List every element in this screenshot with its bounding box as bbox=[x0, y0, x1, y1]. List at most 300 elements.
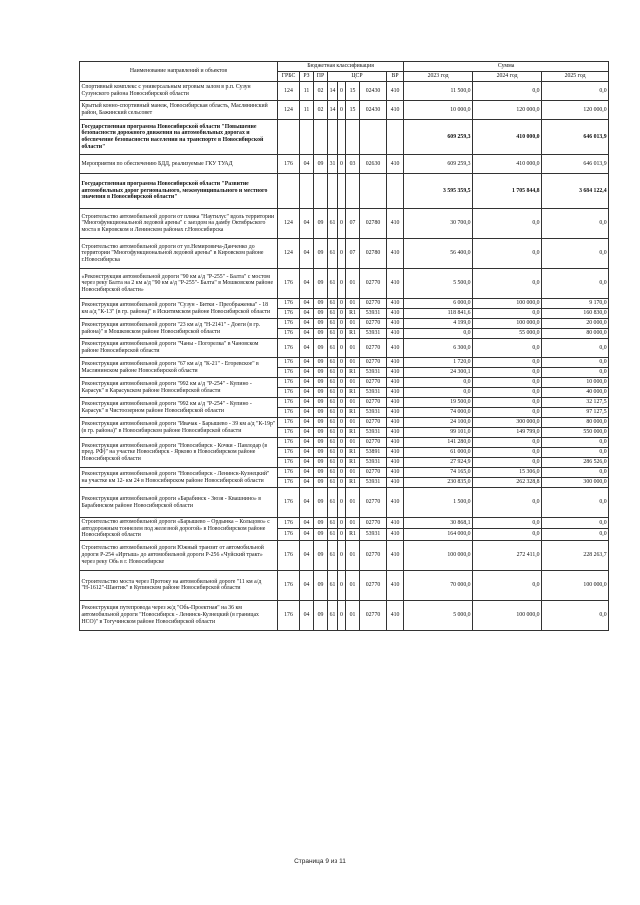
cell-rz: 04 bbox=[300, 269, 314, 299]
cell-sum-2025: 80 000,0 bbox=[542, 329, 609, 339]
cell-pr: 09 bbox=[314, 239, 328, 269]
cell-sum-2025: 286 526,0 bbox=[542, 458, 609, 468]
cell-csr-part1: 61 bbox=[328, 309, 338, 319]
cell-csr-part3: 07 bbox=[346, 209, 360, 239]
cell-csr-part2: 0 bbox=[338, 600, 346, 630]
cell-sum-2023: 24 300,1 bbox=[404, 368, 473, 378]
cell-grbs: 176 bbox=[278, 458, 300, 468]
cell-grbs: 176 bbox=[278, 269, 300, 299]
cell-sum-2025: 0,0 bbox=[542, 209, 609, 239]
header-name: Наименование направлений и объектов bbox=[80, 62, 278, 82]
cell-vr: 410 bbox=[387, 319, 404, 329]
cell-vr: 410 bbox=[387, 155, 404, 174]
cell-pr: 09 bbox=[314, 329, 328, 339]
cell-csr-part4: 53931 bbox=[360, 408, 387, 418]
cell-csr-part1 bbox=[328, 174, 338, 209]
cell-grbs: 176 bbox=[278, 358, 300, 368]
cell-sum-2025: 0,0 bbox=[542, 82, 609, 101]
table-row bbox=[80, 299, 609, 309]
cell-csr-part3: 01 bbox=[346, 540, 360, 570]
cell-vr: 410 bbox=[387, 339, 404, 358]
row-name: Мероприятия по обеспечению БДД, реализуемые ГКУ ТУАД bbox=[80, 155, 278, 174]
cell-csr-part1: 61 bbox=[328, 378, 338, 388]
cell-csr-part1: 61 bbox=[328, 518, 338, 529]
cell-vr: 410 bbox=[387, 388, 404, 398]
cell-sum-2025: 9 170,0 bbox=[542, 299, 609, 309]
row-name: Спортивный комплекс с универсальным игровым залом в р.п. Сузун Сузунского района Новосибирской области bbox=[80, 82, 278, 101]
header-2025: 2025 год bbox=[542, 72, 609, 82]
row-name: Реконструкция автомобильной дороги "Ивачак - Барышево - 39 км а/д "К-19р" (в гр. района)" в Новосибирском районе Новосибирской области bbox=[80, 418, 278, 438]
cell-csr-part4: 02770 bbox=[360, 468, 387, 478]
cell-rz: 04 bbox=[300, 209, 314, 239]
cell-sum-2024: 149 799,0 bbox=[473, 428, 542, 438]
cell-vr: 410 bbox=[387, 448, 404, 458]
cell-csr-part4: 02770 bbox=[360, 358, 387, 368]
cell-sum-2023: 3 595 359,5 bbox=[404, 174, 473, 209]
cell-grbs: 176 bbox=[278, 438, 300, 448]
cell-grbs: 176 bbox=[278, 518, 300, 529]
cell-csr-part2: 0 bbox=[338, 155, 346, 174]
cell-csr-part4: 02770 bbox=[360, 319, 387, 329]
cell-csr-part4: 53931 bbox=[360, 478, 387, 488]
cell-vr: 410 bbox=[387, 398, 404, 408]
cell-csr-part1: 61 bbox=[328, 319, 338, 329]
cell-pr: 09 bbox=[314, 378, 328, 388]
cell-grbs: 176 bbox=[278, 428, 300, 438]
cell-csr-part4: 53931 bbox=[360, 529, 387, 540]
cell-sum-2024: 0,0 bbox=[473, 529, 542, 540]
cell-csr-part4: 02770 bbox=[360, 518, 387, 529]
cell-csr-part4: 02770 bbox=[360, 438, 387, 448]
cell-csr-part2: 0 bbox=[338, 570, 346, 600]
cell-csr-part2: 0 bbox=[338, 448, 346, 458]
cell-sum-2023: 0,0 bbox=[404, 378, 473, 388]
cell-sum-2025: 646 013,9 bbox=[542, 155, 609, 174]
cell-sum-2024: 0,0 bbox=[473, 339, 542, 358]
cell-csr-part2: 0 bbox=[338, 378, 346, 388]
cell-sum-2024: 300 000,0 bbox=[473, 418, 542, 428]
cell-csr-part2: 0 bbox=[338, 319, 346, 329]
cell-csr-part2: 0 bbox=[338, 540, 346, 570]
cell-rz: 04 bbox=[300, 155, 314, 174]
table-row bbox=[80, 468, 609, 478]
cell-pr bbox=[314, 120, 328, 155]
cell-csr-part3: R1 bbox=[346, 458, 360, 468]
header-pr: ПР bbox=[314, 72, 328, 82]
cell-csr-part2: 0 bbox=[338, 299, 346, 309]
cell-csr-part2: 0 bbox=[338, 458, 346, 468]
table-row bbox=[80, 101, 609, 120]
cell-csr-part1: 61 bbox=[328, 570, 338, 600]
cell-sum-2024: 0,0 bbox=[473, 239, 542, 269]
cell-vr: 410 bbox=[387, 101, 404, 120]
cell-sum-2023: 19 500,0 bbox=[404, 398, 473, 408]
cell-csr-part4: 53931 bbox=[360, 368, 387, 378]
cell-csr-part3: 01 bbox=[346, 339, 360, 358]
cell-grbs: 176 bbox=[278, 319, 300, 329]
cell-sum-2025: 10 000,0 bbox=[542, 378, 609, 388]
cell-grbs: 176 bbox=[278, 378, 300, 388]
cell-rz: 04 bbox=[300, 468, 314, 478]
row-name: Реконструкция автомобильной дороги "23 км а/д "Н-2141" - Доеги (в гр. района)" в Мошковском районе Новосибирской области bbox=[80, 319, 278, 339]
cell-csr-part1: 61 bbox=[328, 468, 338, 478]
cell-grbs: 176 bbox=[278, 155, 300, 174]
cell-csr-part4: 02780 bbox=[360, 209, 387, 239]
cell-csr-part3: R1 bbox=[346, 388, 360, 398]
row-name: Строительство моста через Протоку на автомобильной дороге "11 км а/д "Н-1612"-Шантик" в Купинском районе Новосибирской области bbox=[80, 570, 278, 600]
cell-pr: 09 bbox=[314, 339, 328, 358]
cell-sum-2023: 74 000,0 bbox=[404, 408, 473, 418]
cell-pr: 02 bbox=[314, 101, 328, 120]
row-name: Строительство автомобильной дороги от ул.Немировича-Данченко до территории "Многофункциональной ледовой арены" в Кировском районе г.Новосибирска bbox=[80, 239, 278, 269]
cell-vr: 410 bbox=[387, 488, 404, 518]
cell-csr-part2 bbox=[338, 120, 346, 155]
cell-csr-part4: 02770 bbox=[360, 488, 387, 518]
cell-vr: 410 bbox=[387, 418, 404, 428]
cell-csr-part2: 0 bbox=[338, 408, 346, 418]
cell-rz: 11 bbox=[300, 101, 314, 120]
cell-csr-part2: 0 bbox=[338, 269, 346, 299]
row-name: «Реконструкция автомобильной дороги "90 км а/д "Р-255" - Балта" с мостом через реку Балта на 2 км а/д "90 км а/д "Р-255"- Балта" в Мошковском районе Новосибирской области» bbox=[80, 269, 278, 299]
cell-csr-part3: R1 bbox=[346, 529, 360, 540]
cell-pr: 09 bbox=[314, 269, 328, 299]
cell-sum-2023: 30 868,1 bbox=[404, 518, 473, 529]
cell-csr-part4: 02780 bbox=[360, 239, 387, 269]
cell-csr-part3: 01 bbox=[346, 438, 360, 448]
cell-rz: 04 bbox=[300, 309, 314, 319]
cell-csr-part4: 02430 bbox=[360, 101, 387, 120]
cell-rz: 04 bbox=[300, 339, 314, 358]
cell-rz: 04 bbox=[300, 488, 314, 518]
cell-csr-part1: 61 bbox=[328, 398, 338, 408]
row-name: Строительство автомобильной дороги Южный транзит от автомобильной дороги Р-254 «Иртыш» до автомобильной дороги Р-256 «Чуйский тракт» через реку Обь в г. Новосибирске bbox=[80, 540, 278, 570]
cell-csr-part2: 0 bbox=[338, 309, 346, 319]
cell-csr-part3: 01 bbox=[346, 358, 360, 368]
cell-csr-part1: 31 bbox=[328, 155, 338, 174]
cell-sum-2024: 0,0 bbox=[473, 368, 542, 378]
row-name: Реконструкция автомобильной дороги "992 км а/д "Р-254" - Купино - Карасук" в Чистоозерном районе Новосибирской области bbox=[80, 398, 278, 418]
cell-csr-part4: 02770 bbox=[360, 269, 387, 299]
cell-vr: 410 bbox=[387, 378, 404, 388]
cell-sum-2023: 61 000,0 bbox=[404, 448, 473, 458]
cell-vr: 410 bbox=[387, 368, 404, 378]
row-name: Реконструкция автомобильной дороги "67 км а/д "К-21" - Егоревское" в Маслянинском районе Новосибирской области bbox=[80, 358, 278, 378]
table-row bbox=[80, 209, 609, 239]
cell-pr: 02 bbox=[314, 82, 328, 101]
cell-csr-part4: 02770 bbox=[360, 378, 387, 388]
cell-csr-part3: 01 bbox=[346, 600, 360, 630]
cell-sum-2025: 0,0 bbox=[542, 518, 609, 529]
table-row bbox=[80, 570, 609, 600]
cell-csr-part3: 01 bbox=[346, 398, 360, 408]
table-row bbox=[80, 438, 609, 448]
cell-pr: 09 bbox=[314, 478, 328, 488]
cell-pr: 09 bbox=[314, 518, 328, 529]
cell-sum-2025: 80 000,0 bbox=[542, 418, 609, 428]
cell-vr: 410 bbox=[387, 269, 404, 299]
cell-sum-2024: 0,0 bbox=[473, 398, 542, 408]
cell-csr-part2: 0 bbox=[338, 518, 346, 529]
cell-grbs bbox=[278, 120, 300, 155]
cell-vr: 410 bbox=[387, 428, 404, 438]
cell-sum-2024: 410 000,0 bbox=[473, 155, 542, 174]
cell-vr: 410 bbox=[387, 239, 404, 269]
cell-csr-part1: 61 bbox=[328, 329, 338, 339]
cell-csr-part3: 07 bbox=[346, 239, 360, 269]
cell-csr-part2: 0 bbox=[338, 529, 346, 540]
cell-grbs: 124 bbox=[278, 82, 300, 101]
cell-vr: 410 bbox=[387, 468, 404, 478]
cell-csr-part3 bbox=[346, 120, 360, 155]
cell-sum-2024: 100 000,0 bbox=[473, 600, 542, 630]
cell-vr bbox=[387, 174, 404, 209]
row-name: Государственная программа Новосибирской области "Повышение безопасности дорожного движения на автомобильных дорогах и обеспечение безопасности населения на транспорте в Новосибирской области" bbox=[80, 120, 278, 155]
cell-pr: 09 bbox=[314, 155, 328, 174]
cell-sum-2025: 0,0 bbox=[542, 529, 609, 540]
cell-sum-2023: 4 199,0 bbox=[404, 319, 473, 329]
cell-csr-part2: 0 bbox=[338, 101, 346, 120]
cell-csr-part3: 15 bbox=[346, 101, 360, 120]
cell-grbs: 176 bbox=[278, 408, 300, 418]
cell-csr-part2: 0 bbox=[338, 478, 346, 488]
cell-csr-part3: R1 bbox=[346, 309, 360, 319]
cell-pr: 09 bbox=[314, 418, 328, 428]
header-budget-class: Бюджетная классификация bbox=[278, 62, 404, 72]
cell-sum-2023: 30 700,0 bbox=[404, 209, 473, 239]
cell-rz: 04 bbox=[300, 600, 314, 630]
cell-csr-part3: 01 bbox=[346, 299, 360, 309]
cell-csr-part1: 61 bbox=[328, 529, 338, 540]
table-row bbox=[80, 120, 609, 155]
cell-csr-part1: 61 bbox=[328, 408, 338, 418]
cell-csr-part3: R1 bbox=[346, 368, 360, 378]
cell-sum-2024: 272 411,0 bbox=[473, 540, 542, 570]
cell-rz: 04 bbox=[300, 408, 314, 418]
cell-sum-2023: 24 100,0 bbox=[404, 418, 473, 428]
table-row bbox=[80, 239, 609, 269]
cell-sum-2023: 10 000,0 bbox=[404, 101, 473, 120]
cell-rz: 11 bbox=[300, 82, 314, 101]
cell-csr-part2: 0 bbox=[338, 488, 346, 518]
cell-sum-2024: 0,0 bbox=[473, 358, 542, 368]
cell-csr-part3: R1 bbox=[346, 408, 360, 418]
header-sum: Сумма bbox=[404, 62, 609, 72]
cell-grbs: 176 bbox=[278, 309, 300, 319]
cell-csr-part1: 61 bbox=[328, 269, 338, 299]
cell-sum-2023: 230 835,0 bbox=[404, 478, 473, 488]
row-name: Реконструкция путепровода через ж/д "Обь-Проектная" на 36 км автомобильной дороги "Новосибирск - Ленинск-Кузнецкий (в границах НСО)" в Тогучинском районе Новосибирской области bbox=[80, 600, 278, 630]
cell-vr: 410 bbox=[387, 309, 404, 319]
cell-csr-part4: 02770 bbox=[360, 418, 387, 428]
row-name: Реконструкция автомобильной дороги "Чаны - Погорелка" в Чановском районе Новосибирской области bbox=[80, 339, 278, 358]
cell-rz: 04 bbox=[300, 358, 314, 368]
cell-vr: 410 bbox=[387, 540, 404, 570]
cell-vr: 410 bbox=[387, 299, 404, 309]
cell-sum-2023: 609 259,3 bbox=[404, 155, 473, 174]
page-number: Страница 9 из 11 bbox=[294, 858, 346, 865]
cell-csr-part4: 02630 bbox=[360, 155, 387, 174]
cell-vr: 410 bbox=[387, 329, 404, 339]
cell-vr bbox=[387, 120, 404, 155]
cell-sum-2023: 164 000,0 bbox=[404, 529, 473, 540]
cell-sum-2025: 228 263,7 bbox=[542, 540, 609, 570]
cell-rz bbox=[300, 120, 314, 155]
cell-sum-2023: 1 720,0 bbox=[404, 358, 473, 368]
cell-rz: 04 bbox=[300, 540, 314, 570]
cell-csr-part2: 0 bbox=[338, 428, 346, 438]
table-row bbox=[80, 540, 609, 570]
table-row bbox=[80, 378, 609, 388]
cell-csr-part4 bbox=[360, 120, 387, 155]
table-row bbox=[80, 155, 609, 174]
cell-sum-2024: 0,0 bbox=[473, 448, 542, 458]
cell-csr-part3: R1 bbox=[346, 478, 360, 488]
row-name: Реконструкция автомобильной дороги "992 км а/д "Р-254" - Купино - Карасук" в Карасукском районе Новосибирской области bbox=[80, 378, 278, 398]
cell-sum-2023: 6 000,0 bbox=[404, 299, 473, 309]
cell-vr: 410 bbox=[387, 529, 404, 540]
cell-csr-part3: 15 bbox=[346, 82, 360, 101]
row-name: Реконструкция автомобильной дороги "Новосибирск - Ленинск-Кузнецкий" на участке км 12- км 24 в Новосибирском районе Новосибирской области bbox=[80, 468, 278, 488]
cell-grbs: 124 bbox=[278, 209, 300, 239]
cell-pr: 09 bbox=[314, 600, 328, 630]
cell-csr-part3: R1 bbox=[346, 329, 360, 339]
cell-sum-2024: 100 000,0 bbox=[473, 299, 542, 309]
cell-csr-part1: 61 bbox=[328, 600, 338, 630]
cell-sum-2023: 609 259,3 bbox=[404, 120, 473, 155]
table-row bbox=[80, 600, 609, 630]
table-row bbox=[80, 339, 609, 358]
cell-pr: 09 bbox=[314, 438, 328, 448]
cell-sum-2024: 0,0 bbox=[473, 309, 542, 319]
cell-sum-2025: 0,0 bbox=[542, 468, 609, 478]
cell-pr: 09 bbox=[314, 428, 328, 438]
cell-csr-part2: 0 bbox=[338, 358, 346, 368]
cell-grbs: 124 bbox=[278, 101, 300, 120]
cell-csr-part1: 61 bbox=[328, 438, 338, 448]
row-name: Реконструкция автомобильной дороги "Новосибирск - Кочки - Павлодар (в пред. РФ)" на участке Новосибирск - Ярково в Новосибирском районе Новосибирской области bbox=[80, 438, 278, 468]
cell-vr: 410 bbox=[387, 570, 404, 600]
table-row bbox=[80, 174, 609, 209]
cell-csr-part2: 0 bbox=[338, 438, 346, 448]
cell-grbs: 176 bbox=[278, 329, 300, 339]
cell-sum-2024: 120 000,0 bbox=[473, 101, 542, 120]
cell-grbs: 176 bbox=[278, 448, 300, 458]
cell-sum-2025: 32 127,5 bbox=[542, 398, 609, 408]
cell-grbs: 124 bbox=[278, 239, 300, 269]
cell-rz: 04 bbox=[300, 299, 314, 309]
cell-grbs: 176 bbox=[278, 418, 300, 428]
cell-sum-2025: 300 000,0 bbox=[542, 478, 609, 488]
cell-sum-2023: 100 000,0 bbox=[404, 540, 473, 570]
header-rz: РЗ bbox=[300, 72, 314, 82]
cell-sum-2025: 120 000,0 bbox=[542, 101, 609, 120]
cell-sum-2024: 0,0 bbox=[473, 570, 542, 600]
cell-grbs: 176 bbox=[278, 540, 300, 570]
cell-csr-part1: 61 bbox=[328, 239, 338, 269]
cell-csr-part4: 02770 bbox=[360, 540, 387, 570]
table-row bbox=[80, 319, 609, 329]
cell-pr: 09 bbox=[314, 458, 328, 468]
cell-csr-part4: 53891 bbox=[360, 448, 387, 458]
cell-sum-2025: 0,0 bbox=[542, 269, 609, 299]
cell-sum-2025: 0,0 bbox=[542, 600, 609, 630]
cell-pr: 09 bbox=[314, 368, 328, 378]
cell-sum-2025: 100 000,0 bbox=[542, 570, 609, 600]
cell-csr-part3: R1 bbox=[346, 428, 360, 438]
table-row bbox=[80, 398, 609, 408]
table-row bbox=[80, 82, 609, 101]
cell-pr: 09 bbox=[314, 570, 328, 600]
cell-sum-2025: 550 000,0 bbox=[542, 428, 609, 438]
cell-csr-part4: 53931 bbox=[360, 309, 387, 319]
cell-rz: 04 bbox=[300, 319, 314, 329]
cell-csr-part3: 01 bbox=[346, 319, 360, 329]
cell-grbs: 176 bbox=[278, 339, 300, 358]
cell-sum-2023: 1 500,0 bbox=[404, 488, 473, 518]
cell-pr: 09 bbox=[314, 358, 328, 368]
cell-rz: 04 bbox=[300, 418, 314, 428]
cell-csr-part1: 61 bbox=[328, 209, 338, 239]
cell-rz: 04 bbox=[300, 378, 314, 388]
cell-csr-part3: R1 bbox=[346, 448, 360, 458]
cell-grbs: 176 bbox=[278, 488, 300, 518]
cell-rz: 04 bbox=[300, 518, 314, 529]
cell-vr: 410 bbox=[387, 358, 404, 368]
cell-csr-part3: 01 bbox=[346, 378, 360, 388]
cell-sum-2024: 262 328,8 bbox=[473, 478, 542, 488]
cell-grbs: 176 bbox=[278, 600, 300, 630]
cell-rz bbox=[300, 174, 314, 209]
cell-grbs: 176 bbox=[278, 398, 300, 408]
cell-vr: 410 bbox=[387, 600, 404, 630]
cell-csr-part1: 61 bbox=[328, 488, 338, 518]
cell-sum-2023: 27 924,9 bbox=[404, 458, 473, 468]
cell-pr: 09 bbox=[314, 408, 328, 418]
cell-csr-part3: 01 bbox=[346, 269, 360, 299]
cell-csr-part1: 61 bbox=[328, 448, 338, 458]
cell-csr-part3: 01 bbox=[346, 468, 360, 478]
cell-pr: 09 bbox=[314, 448, 328, 458]
header-grbs: ГРБС bbox=[278, 72, 300, 82]
cell-grbs: 176 bbox=[278, 468, 300, 478]
cell-sum-2023: 118 841,6 bbox=[404, 309, 473, 319]
budget-table bbox=[79, 61, 609, 631]
cell-rz: 04 bbox=[300, 570, 314, 600]
cell-grbs: 176 bbox=[278, 299, 300, 309]
cell-csr-part3: 01 bbox=[346, 418, 360, 428]
cell-pr: 09 bbox=[314, 388, 328, 398]
header-2023: 2023 год bbox=[404, 72, 473, 82]
table-row bbox=[80, 488, 609, 518]
cell-sum-2023: 56 400,0 bbox=[404, 239, 473, 269]
row-name: Реконструкция автомобильной дороги "Сузун - Битки - Преображенка" - 18 км а/д "К-13" (в гр. района)" в Искитимском районе Новосибирской области bbox=[80, 299, 278, 319]
cell-csr-part4: 53931 bbox=[360, 458, 387, 468]
cell-grbs: 176 bbox=[278, 478, 300, 488]
cell-vr: 410 bbox=[387, 458, 404, 468]
cell-csr-part1: 61 bbox=[328, 540, 338, 570]
cell-sum-2023: 11 500,0 bbox=[404, 82, 473, 101]
cell-sum-2025: 20 000,0 bbox=[542, 319, 609, 329]
cell-sum-2025: 0,0 bbox=[542, 239, 609, 269]
cell-csr-part2: 0 bbox=[338, 82, 346, 101]
cell-csr-part3: 01 bbox=[346, 488, 360, 518]
cell-vr: 410 bbox=[387, 408, 404, 418]
cell-rz: 04 bbox=[300, 368, 314, 378]
cell-sum-2023: 99 101,0 bbox=[404, 428, 473, 438]
cell-csr-part4: 53931 bbox=[360, 388, 387, 398]
cell-sum-2024: 410 000,0 bbox=[473, 120, 542, 155]
cell-csr-part1: 61 bbox=[328, 388, 338, 398]
